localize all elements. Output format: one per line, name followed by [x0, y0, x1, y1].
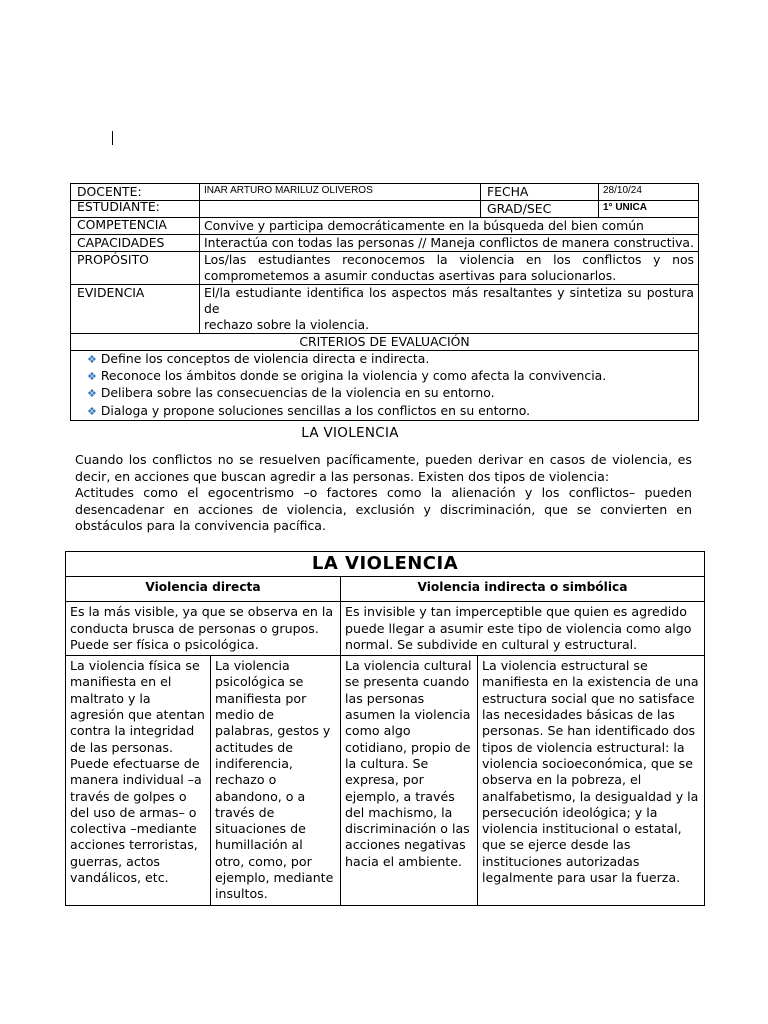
- evidencia-label: EVIDENCIA: [71, 285, 200, 334]
- proposito-line-2: comprometemos a asumir conductas asertivas para solucionarlos.: [204, 268, 617, 283]
- docente-row: [71, 184, 699, 201]
- info-table: [70, 183, 699, 421]
- violencia-cultural: La violencia cultural se presenta cuando las personas asumen la violencia como algo cotidiano, propio de la cultura. Se expresa, por ejemplo, a través del machismo, la discriminación o las acciones negativas hacia el ambiente.: [341, 656, 478, 905]
- criterio-item: ❖ Reconoce los ámbitos donde se origina la violencia y como afecta la convivencia.: [87, 368, 607, 384]
- evidencia-line-2: rechazo sobre la violencia.: [204, 317, 370, 332]
- evidencia-line-1: El/la estudiante identifica los aspectos más resaltantes y sintetiza su postura de: [204, 285, 694, 316]
- violencia-table-title: LA VIOLENCIA: [66, 552, 705, 577]
- estudiante-value: [200, 201, 481, 218]
- violencia-desc-row: [66, 602, 705, 656]
- violencia-table: [65, 551, 705, 906]
- competencia-row: [71, 218, 699, 235]
- docente-value: INAR ARTURO MARILUZ OLIVEROS: [200, 184, 481, 201]
- capacidades-row: [71, 235, 699, 252]
- violencia-estructural: La violencia estructural se manifiesta en la existencia de una estructura social que no satisface las necesidades básicas de las personas. Se han identificado dos tipos de violencia estructural: la violencia socioeconómica, que se observa en la pobreza, el analfabetismo, la desigualdad y la persecución ideológica; y la violencia institucional o estatal, que se ejerce desde las instituciones autorizadas legalmente para usar la fuerza.: [478, 656, 705, 905]
- col-header-directa: Violencia directa: [66, 577, 341, 602]
- intro-paragraph-1: Cuando los conflictos no se resuelven pacíficamente, pueden derivar en casos de violencia, es decir, en acciones que buscan agredir a las personas. Existen dos tipos de violencia:: [75, 452, 692, 484]
- violencia-psicologica: La violencia psicológica se manifiesta por medio de palabras, gestos y actitudes de indiferencia, rechazo o abandono, o a través de situaciones de humillación al otro, como, por ejemplo, mediante insultos.: [211, 656, 341, 905]
- capacidades-label: CAPACIDADES: [71, 235, 200, 252]
- proposito-line-1: Los/las estudiantes reconocemos la violencia en los conflictos y nos: [204, 252, 694, 267]
- proposito-row: [71, 252, 699, 285]
- violencia-fisica: La violencia física se manifiesta en el maltrato y la agresión que atentan contra la integridad de las personas. Puede efectuarse de manera individual –a través de golpes o del uso de armas– o colectiva –mediante acciones terroristas, guerras, actos vandálicos, etc.: [66, 656, 211, 905]
- evidencia-value: [200, 285, 699, 334]
- criterios-list-cell: [71, 351, 699, 421]
- diamond-bullet-icon: ❖: [87, 387, 97, 401]
- gradsec-value: 1° UNICA: [599, 201, 699, 218]
- violencia-types-row: [66, 656, 705, 905]
- section-title: LA VIOLENCIA: [301, 425, 399, 441]
- violencia-title-row: [66, 552, 705, 577]
- fecha-label: FECHA: [481, 184, 599, 201]
- text-cursor: [112, 131, 113, 145]
- proposito-value: [200, 252, 699, 285]
- criterios-title: CRITERIOS DE EVALUACIÓN: [71, 334, 699, 351]
- capacidades-value: Interactúa con todas las personas // Maneja conflictos de manera constructiva.: [200, 235, 699, 252]
- evidencia-row: [71, 285, 699, 334]
- estudiante-row: [71, 201, 699, 218]
- estudiante-label: ESTUDIANTE:: [71, 201, 200, 218]
- criterio-item: ❖ Dialoga y propone soluciones sencillas a los conflictos en su entorno.: [87, 402, 531, 418]
- diamond-bullet-icon: ❖: [87, 370, 97, 384]
- criterio-item: ❖ Define los conceptos de violencia directa e indirecta.: [87, 351, 430, 366]
- proposito-label: PROPÓSITO: [71, 252, 200, 285]
- criterios-list-row: [71, 351, 699, 421]
- col-header-indirecta: Violencia indirecta o simbólica: [341, 577, 705, 602]
- criterio-item: ❖ Delibera sobre las consecuencias de la violencia en su entorno.: [87, 385, 495, 401]
- intro-text: [75, 452, 692, 535]
- competencia-value: Convive y participa democráticamente en la búsqueda del bien común: [200, 218, 699, 235]
- intro-paragraph-2: Actitudes como el egocentrismo –o factores como la alienación y los conflictos– pueden desencadenar en acciones de violencia, exclusión y discriminación, que se convierten en obstáculos para la convivencia pacífica.: [75, 485, 692, 533]
- fecha-value: 28/10/24: [599, 184, 699, 201]
- criterios-list: [75, 351, 694, 420]
- violencia-header-row: [66, 577, 705, 602]
- diamond-bullet-icon: ❖: [87, 353, 97, 366]
- indirecta-description: Es invisible y tan imperceptible que quien es agredido puede llegar a asumir este tipo de violencia como algo normal. Se subdivide en cultural y estructural.: [341, 602, 705, 656]
- directa-description: Es la más visible, ya que se observa en la conducta brusca de personas o grupos. Puede ser física o psicológica.: [66, 602, 341, 656]
- diamond-bullet-icon: ❖: [87, 404, 97, 418]
- competencia-label: COMPETENCIA: [71, 218, 200, 235]
- docente-label: DOCENTE:: [71, 184, 200, 201]
- criterios-title-row: [71, 334, 699, 351]
- gradsec-label: GRAD/SEC: [481, 201, 599, 218]
